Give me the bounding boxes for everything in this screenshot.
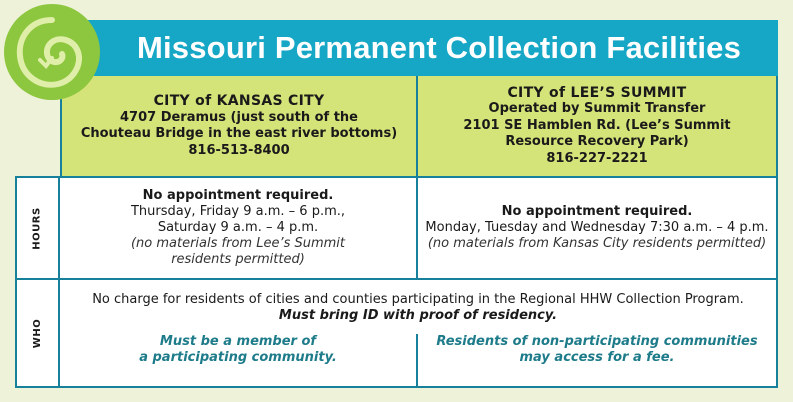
ls-hours-line1: Monday, Tuesday and Wednesday 7:30 a.m. – 4 p.m.: [425, 220, 769, 235]
ls-phone: 816-227-2221: [546, 150, 648, 166]
who-left: [60, 334, 416, 366]
header-lees-summit: [418, 76, 776, 176]
page-title: Missouri Permanent Collection Facilities: [60, 20, 778, 76]
hours-label-text: HOURS: [32, 206, 43, 250]
kc-hours-note1: (no materials from Lee’s Summit: [130, 236, 346, 251]
ls-hours-note1: (no materials from Kansas City residents permitted): [427, 236, 767, 251]
facilities-table: [15, 76, 778, 388]
who-right-line2: may access for a fee.: [519, 350, 675, 365]
who-left-line1: Must be a member of: [159, 334, 317, 349]
kc-hours-line2: Saturday 9 a.m. – 4 p.m.: [157, 220, 319, 235]
who-line2: Must bring ID with proof of residency.: [278, 308, 558, 323]
who-line1: No charge for residents of cities and counties participating in the Regional HHW Collection Program.: [92, 292, 744, 307]
ls-hours-headline: No appointment required.: [501, 204, 693, 219]
kc-address-line2: Chouteau Bridge in the east river bottoms): [80, 126, 398, 141]
kc-hours-line1: Thursday, Friday 9 a.m. – 6 p.m.,: [130, 204, 346, 219]
kc-hours: [60, 176, 418, 278]
ls-city-name: CITY of LEE’S SUMMIT: [507, 84, 687, 101]
spiral-logo-icon: [2, 2, 102, 102]
who-label-text: WHO: [32, 318, 43, 348]
kc-phone: 816-513-8400: [188, 142, 290, 158]
who-right: [418, 334, 776, 366]
ls-address-line2: Resource Recovery Park): [505, 134, 689, 150]
who-left-line2: a participating community.: [139, 350, 337, 365]
who-row-label: [17, 278, 60, 386]
header-kansas-city: [60, 76, 418, 176]
ls-operator: Operated by Summit Transfer: [488, 101, 706, 117]
who-right-line1: Residents of non-participating communities: [436, 334, 758, 349]
hours-row-label: [17, 176, 60, 278]
ls-hours: [418, 176, 776, 278]
kc-hours-note2: residents permitted): [171, 252, 305, 267]
kc-address-line1: 4707 Deramus (just south of the: [119, 109, 358, 125]
who-content: [60, 278, 776, 386]
kc-city-name: CITY of KANSAS CITY: [153, 93, 325, 109]
kc-hours-headline: No appointment required.: [142, 188, 334, 203]
ls-address-line1: 2101 SE Hamblen Rd. (Lee’s Summit: [463, 117, 731, 133]
